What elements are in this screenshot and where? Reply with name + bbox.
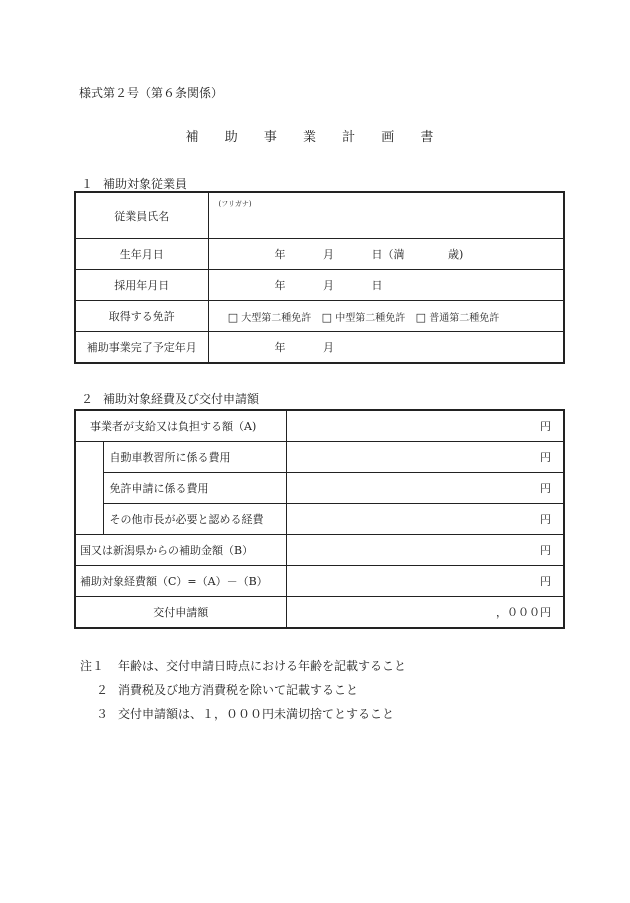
eligible-expense-label: 補助対象経費額（C）=（A）－（B） (75, 566, 286, 597)
license-application-cost-label: 免許申請に係る費用 (103, 473, 286, 504)
birth-date-field[interactable] (208, 239, 564, 270)
other-cost-label: その他市長が必要と認める経費 (103, 504, 286, 535)
age-unit: 歳) (448, 248, 464, 261)
license-large-label: 大型第二種免許 (241, 312, 312, 324)
note-item (80, 702, 406, 726)
birth-month-unit: 月 (323, 248, 334, 261)
hire-date-label: 採用年月日 (75, 270, 208, 301)
completion-date-label: 補助事業完了予定年月 (75, 332, 208, 364)
expense-table (74, 409, 565, 629)
note-1-text: 年齢は、交付申請日時点における年齢を記載すること (118, 659, 407, 673)
employee-name-label: 従業員氏名 (75, 192, 208, 239)
subsidy-amount[interactable]: 円 (286, 535, 564, 566)
license-label: 取得する免許 (75, 301, 208, 332)
hire-year-unit: 年 (274, 279, 286, 292)
license-application-cost-amount[interactable]: 円 (286, 473, 564, 504)
other-cost-amount[interactable]: 円 (286, 504, 564, 535)
note-1-number: 注１ (80, 659, 105, 673)
employer-payment-label: 事業者が支給又は負担する額（A) (75, 410, 286, 442)
application-amount-label: 交付申請額 (75, 597, 286, 629)
note-2-number: ２ (95, 683, 108, 697)
furigana-label: (フリガナ) (218, 200, 252, 208)
section-2-heading (81, 390, 259, 407)
table-row (75, 239, 564, 270)
note-3-number: ３ (95, 707, 108, 721)
table-row (75, 332, 564, 364)
section-1-heading (81, 175, 187, 192)
employee-table (74, 191, 565, 364)
driving-school-cost-amount[interactable]: 円 (286, 442, 564, 473)
hire-month-unit: 月 (323, 279, 334, 292)
table-row (75, 270, 564, 301)
note-2-text: 消費税及び地方消費税を除いて記載すること (118, 683, 359, 697)
license-options (208, 301, 564, 332)
hire-day-unit: 日 (371, 279, 383, 292)
employer-payment-amount[interactable]: 円 (286, 410, 564, 442)
section-2-title: 補助対象経費及び交付申請額 (103, 392, 260, 406)
note-item (80, 654, 406, 678)
table-row (75, 597, 564, 629)
license-medium-label: 中型第二種免許 (335, 312, 406, 324)
section-2-number: ２ (81, 392, 94, 406)
completion-year-unit: 年 (274, 341, 286, 354)
form-number: 様式第２号（第６条関係） (79, 86, 224, 100)
document-title: 補 助 事 業 計 画 書 (185, 130, 445, 145)
application-amount[interactable]: ，０００円 (286, 597, 564, 629)
table-row (75, 504, 564, 535)
table-row (75, 410, 564, 442)
license-large-checkbox[interactable]: □ (227, 310, 239, 324)
completion-date-field[interactable] (208, 332, 564, 364)
license-standard-label: 普通第二種免許 (429, 312, 500, 324)
license-medium-checkbox[interactable]: □ (321, 310, 333, 324)
subsidy-amount-label: 国又は新潟県からの補助金額（B） (75, 535, 286, 566)
note-3-text: 交付申請額は、１，０００円未満切捨てとすること (118, 707, 395, 721)
table-row (75, 473, 564, 504)
driving-school-cost-label: 自動車教習所に係る費用 (103, 442, 286, 473)
notes (80, 654, 406, 726)
employee-name-field[interactable] (208, 192, 564, 239)
birth-year-unit: 年 (274, 248, 286, 261)
hire-date-field[interactable] (208, 270, 564, 301)
indent-spacer (75, 442, 103, 535)
license-standard-checkbox[interactable]: □ (415, 310, 427, 324)
birth-date-label: 生年月日 (75, 239, 208, 270)
completion-month-unit: 月 (323, 341, 334, 354)
table-row (75, 566, 564, 597)
section-1-number: １ (81, 177, 94, 191)
eligible-expense-amount[interactable]: 円 (286, 566, 564, 597)
table-row (75, 442, 564, 473)
table-row (75, 535, 564, 566)
section-1-title: 補助対象従業員 (103, 177, 188, 191)
table-row (75, 192, 564, 239)
note-item (80, 678, 406, 702)
table-row (75, 301, 564, 332)
birth-day-unit: 日（満 (371, 248, 405, 261)
